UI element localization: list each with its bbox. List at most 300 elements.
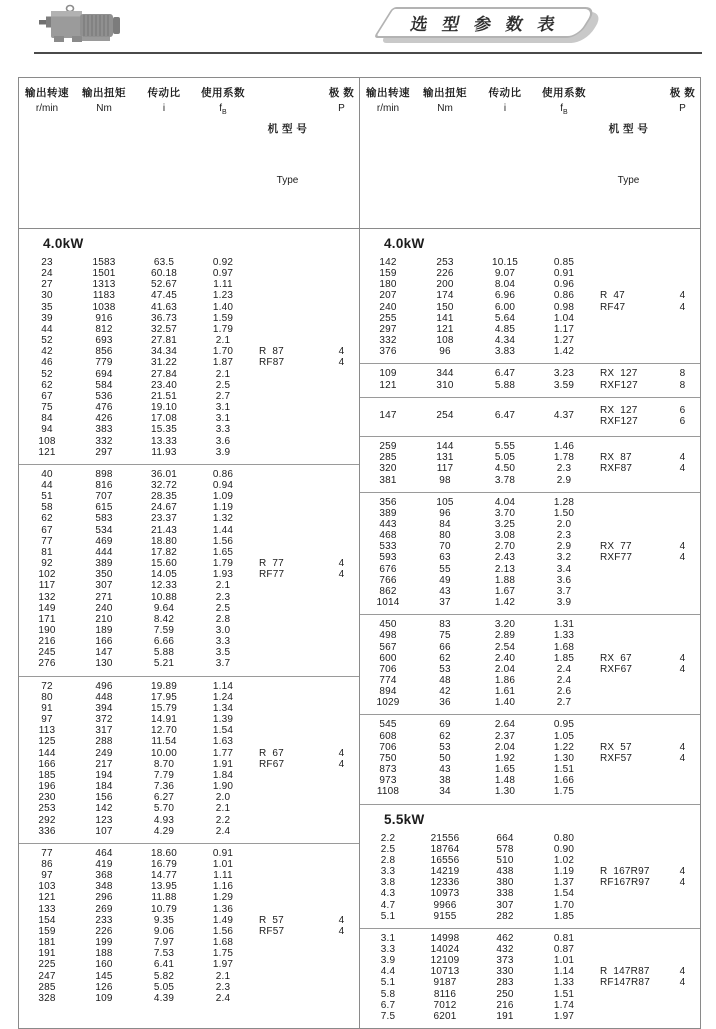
ratio-cell: 1.88: [494, 574, 516, 586]
torque-cell: 271: [95, 591, 113, 603]
factor-cell: 0.86: [212, 468, 234, 480]
torque-cell: 38: [439, 775, 451, 787]
torque-cell: 226: [436, 268, 454, 280]
ratio-cell: 283: [496, 977, 514, 989]
speed-cell: 42: [41, 346, 53, 358]
factor-cell: 1.19: [212, 502, 234, 514]
speed-cell: 67: [41, 524, 53, 536]
table-row: [19, 302, 359, 313]
ratio-cell: 23.40: [150, 379, 178, 391]
speed-cell: 75: [41, 402, 53, 414]
torque-cell: 389: [95, 558, 113, 570]
factor-cell: 3.1: [215, 413, 231, 425]
factor-cell: 1.75: [553, 786, 575, 798]
speed-cell: 608: [379, 730, 397, 742]
factor-cell: 1.49: [212, 914, 234, 926]
speed-cell: 62: [41, 379, 53, 391]
speed-cell: 240: [379, 301, 397, 313]
speed-cell: 593: [379, 552, 397, 564]
factor-cell: 1.04: [553, 312, 575, 324]
speed-cell: 862: [379, 585, 397, 597]
table-row: [360, 380, 700, 391]
type-cell: RXF67: [600, 663, 633, 675]
ratio-cell: 10.88: [150, 591, 178, 603]
poles-cell: 4: [338, 914, 345, 926]
table-row: [19, 848, 359, 859]
speed-cell: 7.5: [380, 1010, 396, 1022]
table-row: [360, 955, 700, 966]
ratio-cell: 7.53: [153, 948, 175, 960]
table-row: [19, 592, 359, 603]
ratio-cell: 18.60: [150, 847, 178, 859]
ratio-cell: 17.95: [150, 691, 178, 703]
ratio-cell: 4.04: [494, 496, 516, 508]
torque-cell: 145: [95, 970, 113, 982]
ratio-cell: 1.67: [494, 585, 516, 597]
table-row: [360, 833, 700, 844]
table-row: [19, 625, 359, 636]
table-row: [360, 866, 700, 877]
torque-cell: 240: [95, 602, 113, 614]
ratio-cell: 31.22: [150, 357, 178, 369]
table-row: [360, 642, 700, 653]
table-row: [19, 357, 359, 368]
type-cell: RXF87: [600, 463, 633, 475]
table-row: [360, 1011, 700, 1022]
torque-cell: 16556: [430, 854, 460, 866]
ratio-cell: 7.97: [153, 937, 175, 949]
speed-cell: 3.1: [380, 932, 396, 944]
table-row: [19, 881, 359, 892]
factor-cell: 0.94: [212, 479, 234, 491]
factor-cell: 1.46: [553, 441, 575, 453]
torque-cell: 307: [95, 580, 113, 592]
ratio-cell: 282: [496, 910, 514, 922]
factor-cell: 2.6: [556, 686, 572, 698]
table-row: [360, 268, 700, 279]
table-row: [360, 313, 700, 324]
speed-cell: 253: [38, 803, 56, 815]
speed-cell: 332: [379, 335, 397, 347]
speed-cell: 91: [41, 702, 53, 714]
factor-cell: 1.54: [212, 725, 234, 737]
header-rule: [34, 52, 702, 54]
speed-cell: 180: [379, 279, 397, 291]
torque-cell: 8116: [433, 988, 457, 1000]
type-cell: RF167R97: [600, 877, 650, 889]
poles-cell: 4: [679, 452, 686, 464]
torque-cell: 1038: [92, 301, 116, 313]
type-cell: R 147R87: [600, 966, 650, 978]
speed-cell: 154: [38, 914, 56, 926]
table-row: [360, 989, 700, 1000]
ratio-cell: 1.65: [494, 764, 516, 776]
torque-cell: 96: [439, 346, 451, 358]
data-block-r167r97: [360, 829, 700, 928]
table-row: [360, 324, 700, 335]
table-row: [360, 742, 700, 753]
factor-cell: 1.11: [213, 870, 233, 882]
ratio-cell: 438: [496, 866, 514, 878]
table-row: [19, 402, 359, 413]
table-row: [19, 614, 359, 625]
ratio-cell: 2.04: [494, 663, 516, 675]
factor-cell: 1.85: [553, 910, 575, 922]
ratio-cell: 7.36: [153, 781, 175, 793]
factor-cell: 0.91: [212, 847, 234, 859]
speed-cell: 171: [38, 613, 56, 625]
header-poles: 极 数 P: [669, 87, 696, 114]
torque-cell: 444: [95, 546, 113, 558]
table-row: [360, 764, 700, 775]
table-row: [360, 630, 700, 641]
speed-cell: 3.8: [380, 877, 396, 889]
table-row: [19, 815, 359, 826]
speed-cell: 3.3: [380, 943, 396, 955]
ratio-cell: 5.88: [153, 647, 175, 659]
speed-cell: 121: [38, 892, 56, 904]
speed-cell: 159: [379, 268, 397, 280]
torque-cell: 80: [439, 530, 451, 542]
table-row: [360, 944, 700, 955]
speed-cell: 190: [38, 625, 56, 636]
torque-cell: 10973: [430, 888, 460, 900]
torque-cell: 108: [436, 335, 454, 347]
factor-cell: 1.44: [212, 524, 234, 536]
factor-cell: 3.9: [556, 597, 572, 609]
speed-cell: 86: [41, 858, 53, 870]
speed-cell: 216: [38, 636, 56, 648]
factor-cell: 1.32: [212, 513, 234, 525]
speed-cell: 58: [41, 502, 53, 514]
table-row: [19, 915, 359, 926]
torque-cell: 254: [436, 410, 454, 422]
torque-cell: 166: [95, 636, 113, 648]
poles-cell: 4: [338, 558, 345, 570]
torque-cell: 394: [95, 702, 113, 714]
ratio-cell: 8.70: [153, 758, 175, 770]
speed-cell: 376: [379, 346, 397, 358]
factor-cell: 1.34: [212, 702, 234, 714]
torque-cell: 707: [95, 491, 113, 503]
speed-cell: 39: [41, 312, 53, 324]
speed-cell: 6.7: [380, 999, 396, 1011]
table-row: [19, 603, 359, 614]
ratio-cell: 28.35: [150, 491, 178, 503]
poles-cell: 4: [338, 758, 345, 770]
factor-cell: 1.29: [212, 892, 234, 904]
speed-cell: 285: [38, 981, 56, 993]
torque-cell: 55: [439, 563, 451, 575]
speed-cell: 46: [41, 357, 53, 369]
table-row: [19, 491, 359, 502]
speed-cell: 77: [41, 535, 53, 547]
ratio-cell: 5.64: [494, 312, 516, 324]
ratio-cell: 13.95: [150, 881, 178, 893]
speed-cell: 5.1: [380, 977, 396, 989]
ratio-cell: 250: [496, 988, 514, 1000]
speed-cell: 35: [41, 301, 53, 313]
table-row: [19, 413, 359, 424]
type-cell: R 67: [259, 747, 284, 759]
data-block-r57: [19, 844, 359, 1010]
ratio-cell: 14.91: [150, 714, 178, 726]
speed-cell: 185: [38, 769, 56, 781]
table-row: [360, 541, 700, 552]
speed-cell: 292: [38, 814, 56, 826]
table-row: [360, 786, 700, 797]
type-cell: RX 67: [600, 652, 632, 664]
torque-cell: 310: [436, 379, 454, 391]
type-cell: RX 77: [600, 541, 632, 553]
factor-cell: 1.97: [553, 1010, 575, 1022]
ratio-cell: 23.37: [150, 513, 178, 525]
torque-cell: 98: [439, 474, 451, 486]
torque-cell: 898: [95, 468, 113, 480]
factor-cell: 3.7: [556, 585, 572, 597]
torque-cell: 160: [95, 959, 113, 971]
table-row: [360, 441, 700, 452]
table-row: [19, 324, 359, 335]
ratio-cell: 15.60: [150, 558, 178, 570]
ratio-cell: 9.06: [153, 925, 175, 937]
torque-cell: 194: [95, 769, 113, 781]
factor-cell: 1.23: [212, 290, 234, 302]
table-row: [19, 447, 359, 458]
torque-cell: 130: [95, 658, 113, 670]
ratio-cell: 15.79: [150, 702, 178, 714]
torque-cell: 694: [95, 368, 113, 380]
ratio-cell: 510: [496, 854, 514, 866]
speed-cell: 766: [379, 574, 397, 586]
speed-cell: 567: [379, 641, 397, 653]
speed-cell: 113: [38, 725, 56, 737]
factor-cell: 3.6: [215, 435, 231, 447]
table-row: [360, 552, 700, 563]
speed-cell: 121: [38, 446, 56, 458]
ratio-cell: 3.78: [494, 474, 516, 486]
speed-cell: 2.8: [380, 854, 396, 866]
ratio-cell: 5.88: [494, 379, 516, 391]
factor-cell: 1.84: [212, 769, 234, 781]
ratio-cell: 338: [496, 888, 514, 900]
poles-cell: 4: [679, 541, 686, 553]
factor-cell: 1.74: [553, 999, 575, 1011]
torque-cell: 10713: [430, 966, 460, 978]
ratio-cell: 24.67: [150, 502, 178, 514]
torque-cell: 1501: [92, 268, 116, 280]
column-headers-right: [360, 78, 700, 229]
speed-cell: 5.8: [380, 988, 396, 1000]
table-row: [360, 686, 700, 697]
table-row: [19, 971, 359, 982]
table-row: [360, 508, 700, 519]
ratio-cell: 2.43: [494, 552, 516, 564]
poles-cell: 4: [679, 977, 686, 989]
table-row: [19, 859, 359, 870]
table-row: [19, 748, 359, 759]
table-row: [19, 993, 359, 1004]
speed-cell: 676: [379, 563, 397, 575]
speed-cell: 44: [41, 323, 53, 335]
type-cell: R 47: [600, 290, 625, 302]
speed-cell: 30: [41, 290, 53, 302]
type-cell: RXF77: [600, 552, 633, 564]
torque-cell: 96: [439, 507, 451, 519]
table-row: [19, 681, 359, 692]
ratio-cell: 8.04: [494, 279, 516, 291]
ratio-cell: 1.40: [494, 697, 516, 709]
data-block-rx57: [360, 715, 700, 803]
factor-cell: 0.87: [553, 943, 575, 955]
speed-cell: 225: [38, 959, 56, 971]
ratio-cell: 330: [496, 966, 514, 978]
ratio-cell: 8.42: [153, 613, 175, 625]
torque-cell: 123: [95, 814, 113, 826]
factor-cell: 2.9: [556, 541, 572, 553]
factor-cell: 1.36: [212, 903, 234, 915]
table-row: [19, 725, 359, 736]
ratio-cell: 5.05: [153, 981, 175, 993]
factor-cell: 1.68: [212, 937, 234, 949]
ratio-cell: 10.79: [150, 903, 178, 915]
table-row: [19, 926, 359, 937]
speed-cell: 1029: [376, 697, 400, 709]
table-row: [360, 933, 700, 944]
torque-cell: 107: [95, 825, 113, 837]
torque-cell: 7012: [433, 999, 457, 1011]
poles-cell: 4: [338, 357, 345, 369]
torque-cell: 469: [95, 535, 113, 547]
factor-cell: 2.0: [215, 792, 231, 804]
poles-cell: 8: [679, 379, 686, 391]
speed-cell: 706: [379, 741, 397, 753]
ratio-cell: 5.21: [153, 658, 175, 670]
table-row: [19, 658, 359, 669]
torque-cell: 812: [95, 323, 113, 335]
ratio-cell: 4.39: [153, 992, 175, 1004]
torque-cell: 296: [95, 892, 113, 904]
speed-cell: 81: [41, 546, 53, 558]
speed-cell: 72: [41, 680, 53, 692]
ratio-cell: 27.81: [150, 335, 178, 347]
table-row: [360, 664, 700, 675]
ratio-cell: 4.50: [494, 463, 516, 475]
speed-cell: 5.1: [380, 910, 396, 922]
speed-cell: 545: [379, 719, 397, 731]
type-cell: RF67: [259, 758, 285, 770]
factor-cell: 1.14: [553, 966, 575, 978]
factor-cell: 1.31: [553, 619, 575, 631]
factor-cell: 1.87: [212, 357, 234, 369]
table-row: [360, 855, 700, 866]
type-cell: R 77: [259, 558, 284, 570]
factor-cell: 0.92: [212, 257, 234, 268]
torque-cell: 174: [436, 290, 454, 302]
speed-cell: 84: [41, 413, 53, 425]
ratio-cell: 41.63: [150, 301, 178, 313]
header-output-speed: 输出转速 r/min: [366, 87, 410, 114]
ratio-cell: 32.72: [150, 479, 178, 491]
torque-cell: 42: [439, 686, 451, 698]
table-row: [360, 697, 700, 708]
speed-cell: 750: [379, 752, 397, 764]
speed-cell: 285: [379, 452, 397, 464]
table-row: [19, 525, 359, 536]
factor-cell: 2.4: [556, 675, 572, 686]
speed-cell: 196: [38, 781, 56, 793]
type-cell: RX 127: [600, 368, 638, 380]
header-output-torque: 输出扭矩 Nm: [423, 87, 467, 114]
torque-cell: 49: [439, 574, 451, 586]
speed-cell: 3.9: [380, 955, 396, 967]
torque-cell: 916: [95, 312, 113, 324]
table-row: [19, 469, 359, 480]
data-block-r47: [360, 253, 700, 363]
factor-cell: 0.85: [553, 257, 575, 268]
table-row: [360, 1000, 700, 1011]
torque-cell: 1583: [92, 257, 116, 268]
speed-cell: 23: [41, 257, 53, 268]
poles-cell: 4: [679, 301, 686, 313]
factor-cell: 2.4: [215, 992, 231, 1004]
type-cell: RF77: [259, 569, 285, 581]
speed-cell: 450: [379, 619, 397, 631]
factor-cell: 3.0: [215, 625, 231, 636]
torque-cell: 332: [95, 435, 113, 447]
header-ratio: 传动比 i: [147, 87, 181, 114]
ratio-cell: 11.93: [151, 446, 177, 458]
table-row: [19, 380, 359, 391]
speed-cell: 4.4: [380, 966, 396, 978]
torque-cell: 109: [95, 992, 113, 1004]
torque-cell: 150: [436, 301, 454, 313]
factor-cell: 2.1: [215, 335, 231, 347]
table-row: [360, 519, 700, 530]
factor-cell: 1.78: [553, 452, 575, 464]
poles-cell: 4: [679, 652, 686, 664]
torque-cell: 62: [439, 730, 451, 742]
table-row: [360, 888, 700, 899]
ratio-cell: 2.89: [494, 630, 516, 642]
ratio-cell: 10.15: [491, 257, 519, 268]
torque-cell: 83: [439, 619, 451, 631]
factor-cell: 3.23: [553, 368, 575, 380]
speed-cell: 97: [41, 714, 53, 726]
ratio-cell: 60.18: [150, 268, 178, 280]
torque-cell: 105: [436, 496, 454, 508]
torque-cell: 269: [95, 903, 113, 915]
factor-cell: 1.54: [553, 888, 575, 900]
ratio-cell: 36.01: [150, 468, 178, 480]
ratio-cell: 14.05: [150, 569, 178, 581]
torque-cell: 615: [95, 502, 113, 514]
factor-cell: 1.17: [553, 323, 575, 335]
type-cell: RF47: [600, 301, 626, 313]
table-row: [360, 346, 700, 357]
factor-cell: 3.2: [556, 552, 572, 564]
speed-cell: 44: [41, 479, 53, 491]
ratio-cell: 191: [496, 1010, 514, 1022]
factor-cell: 1.39: [212, 714, 234, 726]
factor-cell: 2.4: [215, 825, 231, 837]
poles-cell: 4: [679, 866, 686, 878]
factor-cell: 0.97: [212, 268, 234, 280]
speed-cell: 255: [379, 312, 397, 324]
table-row: [360, 452, 700, 463]
factor-cell: 0.86: [553, 290, 575, 302]
torque-cell: 344: [436, 368, 454, 380]
